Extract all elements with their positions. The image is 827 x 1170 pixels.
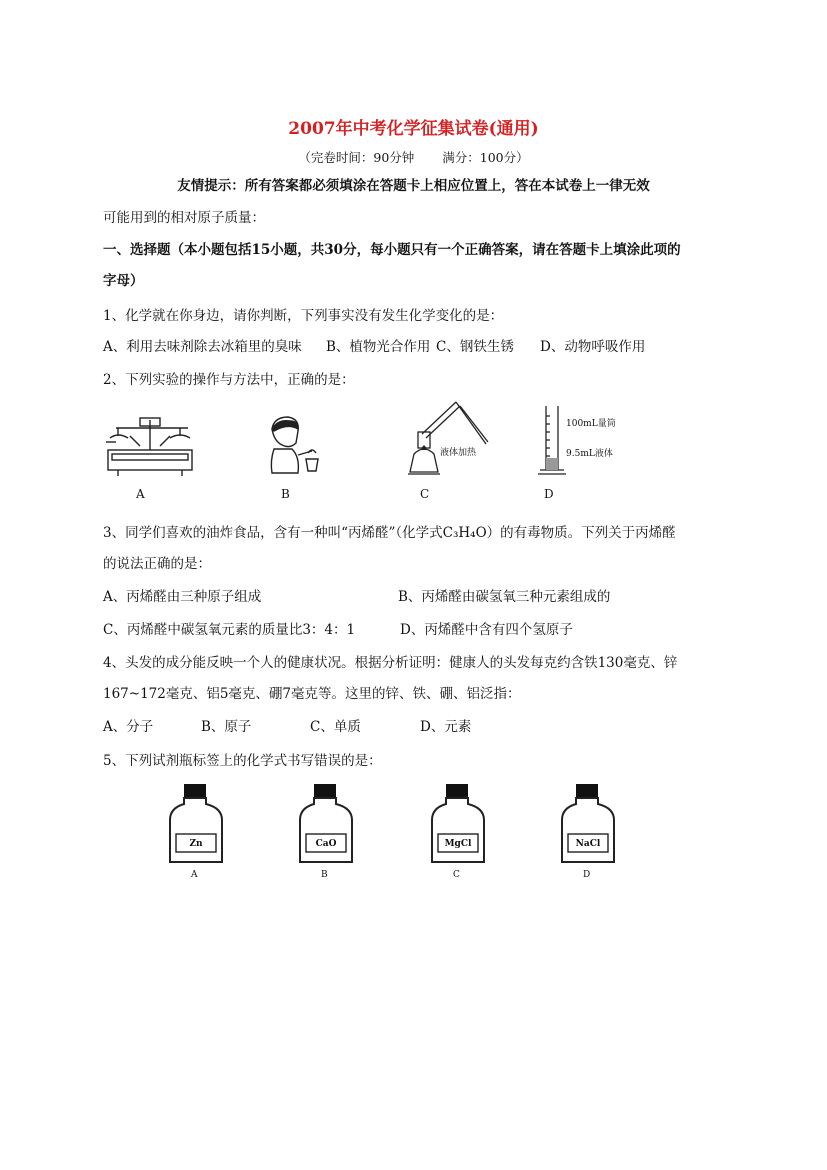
bottle-c-shape [428, 782, 488, 866]
section-heading-line2: 字母） [103, 273, 144, 289]
reagent-bottle-b [296, 782, 356, 866]
bottle-c-letter: C [453, 870, 460, 880]
q2-fig-d-text2: 9.5mL液体 [566, 449, 613, 459]
exam-subtitle [0, 148, 827, 166]
bottle-c-formula: MgCl [444, 839, 472, 849]
measuring-cylinder-figure [538, 402, 568, 478]
q3-stem-line2: 的说法正确的是： [103, 556, 211, 572]
q4-stem-line1: 4、头发的成分能反映一个人的健康状况。根据分析证明：健康人的头发每克约含铁130毫克、锌 [103, 655, 678, 671]
bottle-b-shape [296, 782, 356, 866]
section-heading-line1: 一、选择题（本小题包括15小题，共30分，每小题只有一个正确答案，请在答题卡上填涂此项的 [103, 242, 681, 258]
q2-stem: 2、下列实验的操作与方法中，正确的是： [103, 372, 355, 388]
q2-fig-d-text1: 100mL量筒 [566, 419, 616, 429]
q4-option-c: C、单质 [310, 719, 361, 735]
q5-stem: 5、下列试剂瓶标签上的化学式书写错误的是： [103, 753, 382, 769]
q1-option-b: B、植物光合作用 [326, 339, 431, 355]
bottle-a-letter: A [191, 870, 198, 880]
q4-stem-line2: 167~172毫克、铝5毫克、硼7毫克等。这里的锌、铁、硼、铝泛指： [103, 686, 521, 702]
reagent-bottle-a [166, 782, 226, 866]
bottle-a-shape [166, 782, 226, 866]
reagent-bottle-d [558, 782, 618, 866]
q2-label-a: A [136, 487, 145, 501]
q4-option-a: A、分子 [103, 719, 154, 735]
q4-option-b: B、原子 [201, 719, 252, 735]
q3-option-c: C、丙烯醛中碳氢氧元素的质量比3：4：1 [103, 622, 356, 638]
q1-option-d: D、动物呼吸作用 [540, 339, 646, 355]
q2-label-d: D [544, 487, 554, 501]
q2-fig-c-text: 液体加热 [440, 448, 477, 458]
q1-option-c: C、钢铁生锈 [436, 339, 514, 355]
q2-label-c: C [420, 487, 430, 501]
bottle-b-letter: B [321, 870, 328, 880]
q2-label-b: B [281, 487, 290, 501]
balance-figure [104, 408, 196, 478]
bottle-b-formula: CaO [315, 839, 337, 849]
full-score: 满分：100分） [442, 150, 529, 165]
exam-title: 2007年中考化学征集试卷(通用) [288, 119, 539, 139]
q3-option-d: D、丙烯醛中含有四个氢原子 [400, 622, 573, 638]
bottle-a-formula: Zn [189, 839, 203, 849]
bottle-d-shape [558, 782, 618, 866]
reagent-bottle-c [428, 782, 488, 866]
bottle-d-letter: D [583, 870, 591, 880]
time-limit: （完卷时间：90分钟 [298, 150, 415, 165]
bottle-d-formula: NaCl [575, 839, 601, 849]
q3-option-b: B、丙烯醛由碳氢氧三种元素组成的 [398, 589, 611, 605]
smelling-figure [268, 415, 328, 475]
heating-liquid-figure [404, 398, 494, 478]
q4-option-d: D、元素 [420, 719, 472, 735]
q3-stem-line1: 3、同学们喜欢的油炸食品，含有一种叫“丙烯醛”（化学式C₃H₄O）的有毒物质。下列关于丙烯醛 [103, 525, 676, 541]
atomic-mass-line: 可能用到的相对原子质量： [103, 210, 265, 226]
q1-option-a: A、利用去味剂除去冰箱里的臭味 [103, 339, 302, 355]
q1-stem: 1、化学就在你身边，请你判断，下列事实没有发生化学变化的是： [103, 308, 504, 324]
q3-option-a: A、丙烯醛由三种原子组成 [103, 589, 262, 605]
friendly-tip: 友情提示：所有答案都必须填涂在答题卡上相应位置上，答在本试卷上一律无效 [177, 178, 650, 194]
